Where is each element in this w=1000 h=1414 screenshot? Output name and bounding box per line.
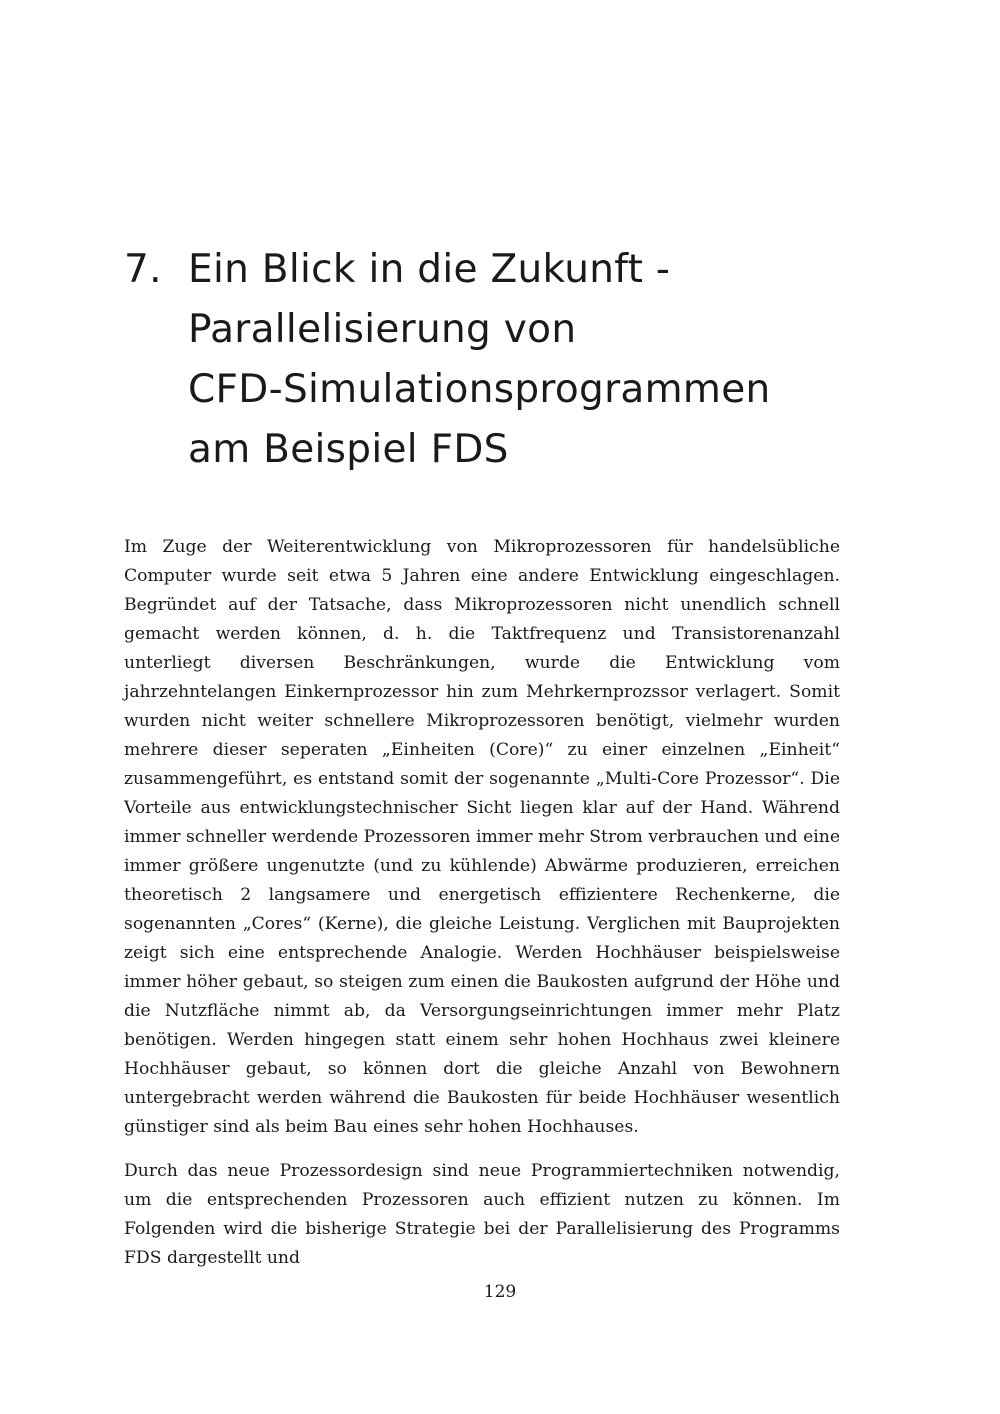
page-number: 129 xyxy=(483,1282,517,1302)
chapter-title-line: Ein Blick in die Zukunft - xyxy=(188,247,671,292)
body-text xyxy=(124,533,840,1288)
chapter-title xyxy=(188,240,864,480)
chapter-title-line: am Beispiel FDS xyxy=(188,427,509,472)
chapter-number: 7. xyxy=(124,247,162,292)
paragraph: Durch das neue Prozessordesign sind neue Programmiertechniken notwendig, um die entsprechenden Prozessoren auch effizient nutzen zu können. Im Folgenden wird die bisherige Strategie bei der Parallelisierung des Programms FDS dargestellt und xyxy=(124,1161,840,1268)
chapter-title-line: CFD-Simulationsprogrammen xyxy=(188,367,771,412)
chapter-heading xyxy=(124,240,864,480)
paragraph: Im Zuge der Weiterentwicklung von Mikroprozessoren für handelsübliche Computer wurde seit etwa 5 Jahren eine andere Entwicklung eingeschlagen. Begründet auf der Tatsache, dass Mikroprozessoren nicht unendlich schnell gemacht werden können, d. h. die Taktfrequenz und Transistorenanzahl unterliegt diversen Beschränkungen, wurde die Entwicklung vom jahrzehntelangen Einkernprozessor hin zum Mehrkernprozssor verlagert. Somit wurden nicht weiter schnellere Mikroprozessoren benötigt, vielmehr wurden mehrere dieser seperaten „Einheiten (Core)“ zu einer einzelnen „Einheit“ zusammengeführt, es entstand somit der sogenannte „Multi-Core Prozessor“. Die Vorteile aus entwicklungstechnischer Sicht liegen klar auf der Hand. Während immer schneller werdende Prozessoren immer mehr Strom verbrauchen und eine immer größere ungenutzte (und zu kühlende) Abwärme produzieren, erreichen theoretisch 2 langsamere und energetisch effizientere Rechenkerne, die sogenannten „Cores“ (Kerne), die gleiche Leistung. Verglichen mit Bauprojekten zeigt sich eine entsprechende Analogie. Werden Hochhäuser beispielsweise immer höher gebaut, so steigen zum einen die Baukosten aufgrund der Höhe und die Nutzfläche nimmt ab, da Versorgungseinrichtungen immer mehr Platz benötigen. Werden hingegen statt einem sehr hohen Hochhaus zwei kleinere Hochhäuser gebaut, so können dort die gleiche Anzahl von Bewohnern untergebracht werden während die Baukosten für beide Hochhäuser wesentlich günstiger sind als beim Bau eines sehr hohen Hochhauses. xyxy=(124,537,840,1137)
chapter-title-line: Parallelisierung von xyxy=(188,307,577,352)
